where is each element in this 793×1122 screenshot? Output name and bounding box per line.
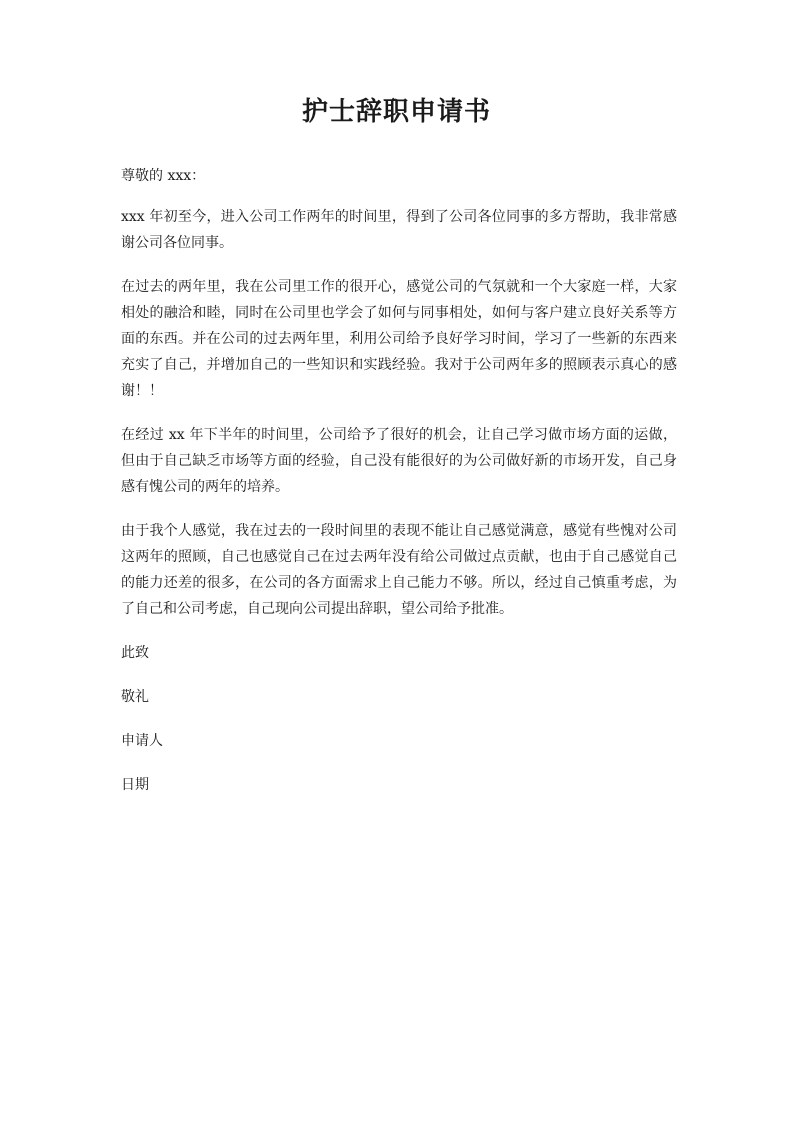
paragraph-2: 在过去的两年里，我在公司里工作的很开心，感觉公司的气氛就和一个大家庭一样，大家相处的融洽和睦，同时在公司里也学会了如何与同事相处，如何与客户建立良好关系等方面的东西。并在公司的过去两年里，利用公司给予良好学习时间，学习了一些新的东西来充实了自己，并增加自己的一些知识和实践经验。我对于公司两年多的照顾表示真心的感谢！！ bbox=[121, 279, 677, 399]
document-body bbox=[121, 163, 677, 798]
applicant-label: 申请人 bbox=[121, 733, 163, 749]
paragraph-3: 在经过 xx 年下半年的时间里，公司给予了很好的机会，让自己学习做市场方面的运做，但由于自己缺乏市场等方面的经验，自己没有能很好的为公司做好新的市场开发，自己身感有愧公司的两年的培养。 bbox=[121, 427, 677, 495]
closing-line-2: 敬礼 bbox=[121, 689, 149, 705]
salutation: 尊敬的 xxx： bbox=[121, 168, 206, 184]
date-label: 日期 bbox=[121, 777, 149, 793]
document-title: 护士辞职申请书 bbox=[301, 97, 491, 127]
paragraph-1: xxx 年初至今，进入公司工作两年的时间里，得到了公司各位同事的多方帮助，我非常感谢公司各位同事。 bbox=[121, 209, 677, 251]
paragraph-4: 由于我个人感觉，我在过去的一段时间里的表现不能让自己感觉满意，感觉有些愧对公司这两年的照顾，自己也感觉自己在过去两年没有给公司做过点贡献，也由于自己感觉自己的能力还差的很多，在公司的各方面需求上自己能力不够。所以，经过自己慎重考虑，为了自己和公司考虑，自己现向公司提出辞职，望公司给予批准。 bbox=[121, 523, 677, 617]
closing-line-1: 此致 bbox=[121, 645, 149, 661]
